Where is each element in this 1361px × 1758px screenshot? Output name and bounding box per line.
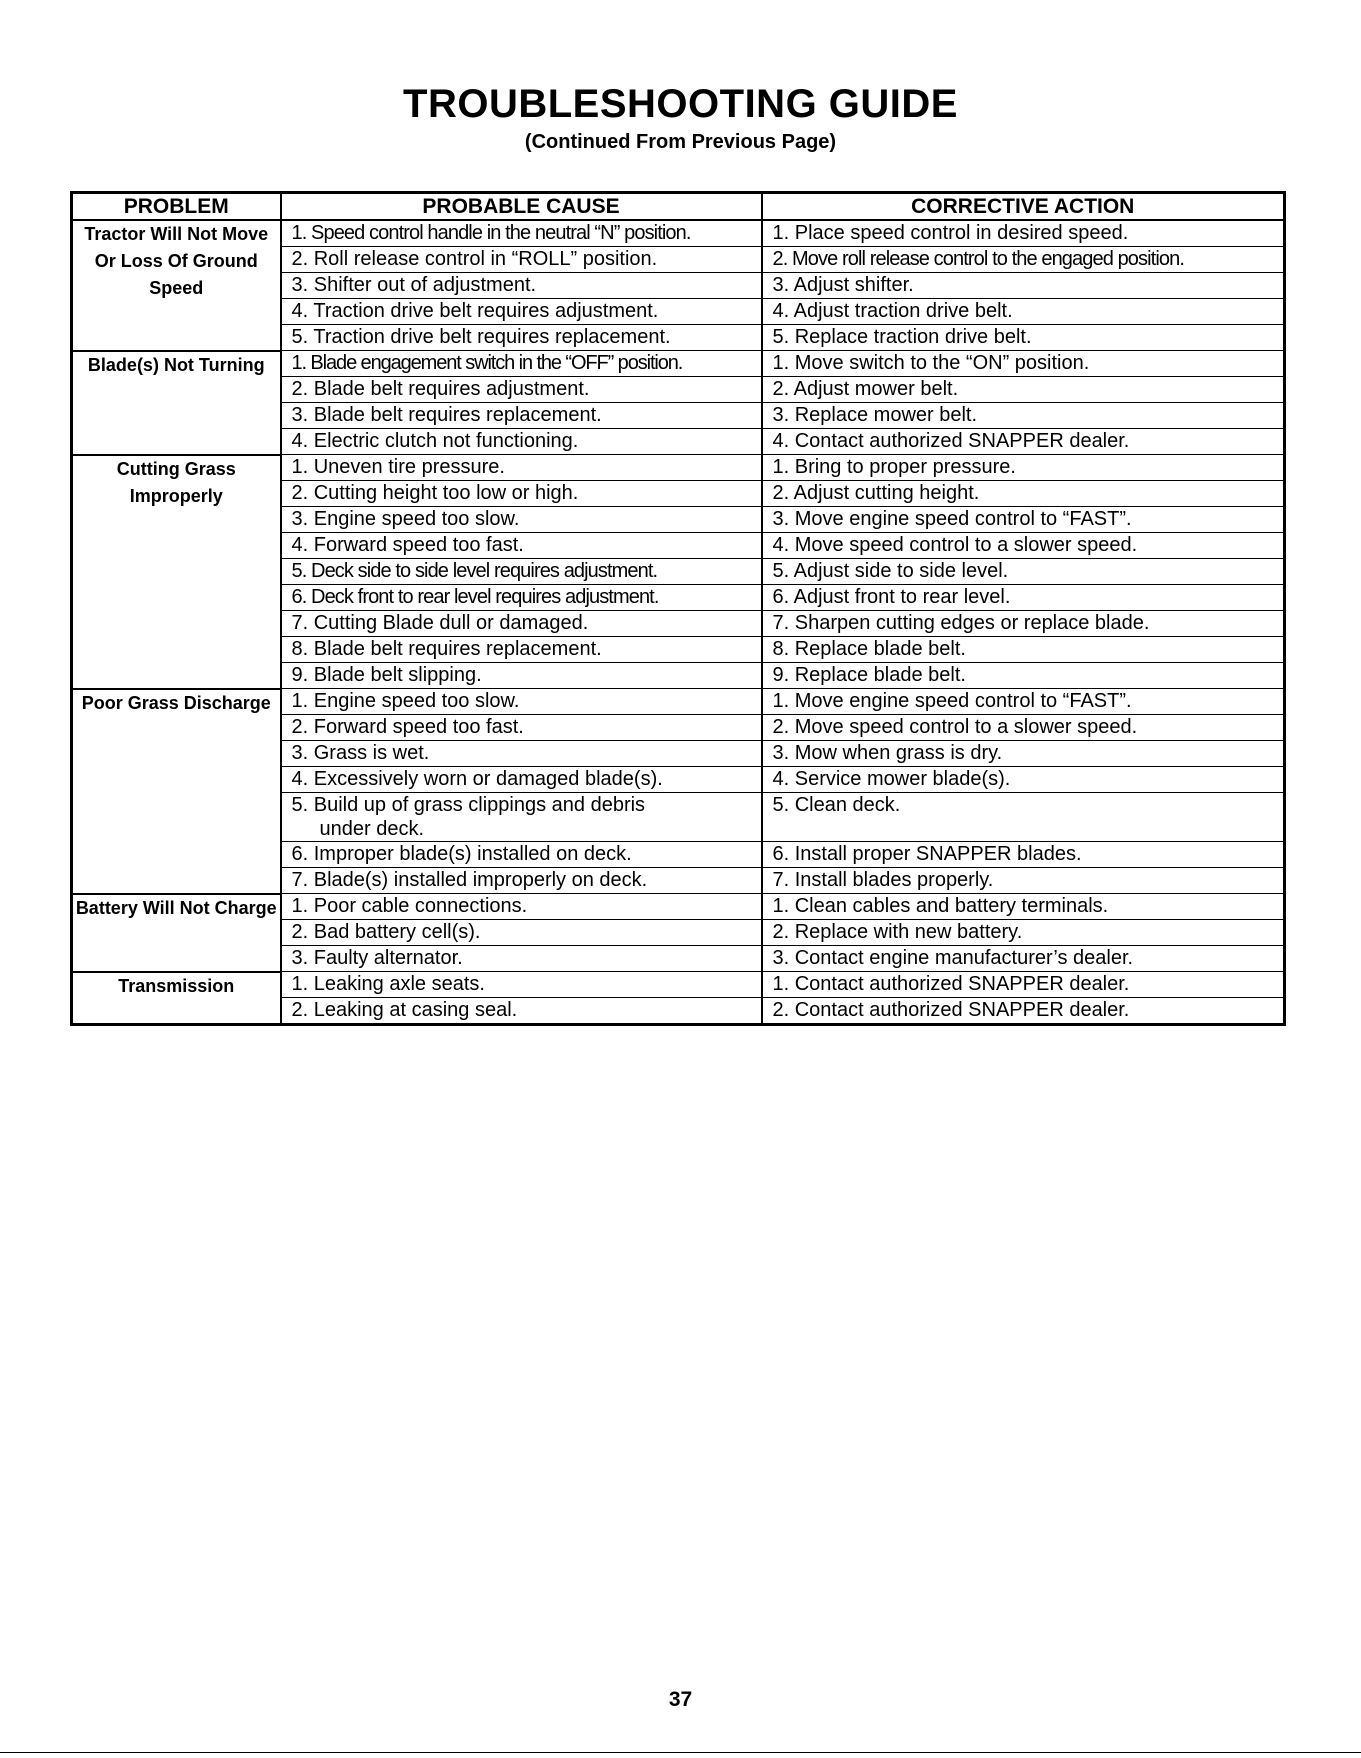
corrective-action-cell xyxy=(762,972,1285,998)
problem-cell: Battery Will Not Charge xyxy=(72,894,281,972)
probable-cause-cell xyxy=(281,920,762,946)
probable-cause-text: 1. Poor cable connections. xyxy=(291,895,528,917)
corrective-action-cell xyxy=(762,793,1285,842)
corrective-action-text: 6. Install proper SNAPPER blades. xyxy=(772,843,1082,865)
corrective-action-cell xyxy=(762,946,1285,972)
probable-cause-cell xyxy=(281,533,762,559)
probable-cause-text: 4. Electric clutch not functioning. xyxy=(291,430,579,452)
corrective-action-cell xyxy=(762,507,1285,533)
corrective-action-text: 1. Bring to proper pressure. xyxy=(772,456,1016,478)
table-row xyxy=(72,972,1285,998)
probable-cause-text: 4. Forward speed too fast. xyxy=(291,534,524,556)
probable-cause-cell xyxy=(281,868,762,894)
probable-cause-text: 2. Leaking at casing seal. xyxy=(291,999,518,1021)
corrective-action-text: 1. Place speed control in desired speed. xyxy=(772,222,1129,244)
corrective-action-text: 3. Adjust shifter. xyxy=(772,274,914,296)
probable-cause-cell xyxy=(281,247,762,273)
probable-cause-text: 2. Forward speed too fast. xyxy=(291,716,524,738)
corrective-action-cell xyxy=(762,868,1285,894)
corrective-action-text: 1. Move engine speed control to “FAST”. xyxy=(772,690,1132,712)
page-number: 37 xyxy=(668,1688,693,1711)
probable-cause-text: 1. Engine speed too slow. xyxy=(291,690,520,712)
corrective-action-text: 7. Sharpen cutting edges or replace blade. xyxy=(772,612,1150,634)
probable-cause-text: 2. Roll release control in “ROLL” position. xyxy=(291,248,658,270)
page-subtitle: (Continued From Previous Page) xyxy=(524,131,837,153)
corrective-action-text: 2. Move speed control to a slower speed. xyxy=(772,716,1138,738)
probable-cause-text: 4. Traction drive belt requires adjustment. xyxy=(291,300,659,322)
probable-cause-cell xyxy=(281,351,762,377)
probable-cause-text: 5. Traction drive belt requires replacement. xyxy=(291,326,671,348)
table-header-row xyxy=(72,193,1285,221)
probable-cause-text: 2. Cutting height too low or high. xyxy=(291,482,579,504)
corrective-action-text: 6. Adjust front to rear level. xyxy=(772,586,1011,608)
table-row xyxy=(72,894,1285,920)
corrective-action-cell xyxy=(762,715,1285,741)
probable-cause-text: 3. Faulty alternator. xyxy=(291,947,463,969)
probable-cause-text: 3. Shifter out of adjustment. xyxy=(291,274,537,296)
probable-cause-cell xyxy=(281,507,762,533)
corrective-action-text: 7. Install blades properly. xyxy=(772,869,994,891)
table-row xyxy=(72,351,1285,377)
probable-cause-cell xyxy=(281,220,762,247)
probable-cause-text: 2. Bad battery cell(s). xyxy=(291,921,481,943)
probable-cause-cell xyxy=(281,793,762,842)
corrective-action-text: 5. Clean deck. xyxy=(772,794,901,816)
corrective-action-text: 4. Contact authorized SNAPPER dealer. xyxy=(772,430,1130,452)
problem-cell: Transmission xyxy=(72,972,281,1025)
corrective-action-text: 2. Move roll release control to the engaged position. xyxy=(772,248,1184,270)
corrective-action-text: 2. Adjust mower belt. xyxy=(772,378,959,400)
corrective-action-cell xyxy=(762,894,1285,920)
probable-cause-cell xyxy=(281,637,762,663)
corrective-action-text: 1. Move switch to the “ON” position. xyxy=(772,352,1090,374)
probable-cause-cell xyxy=(281,689,762,715)
probable-cause-cell xyxy=(281,663,762,689)
probable-cause-cell xyxy=(281,998,762,1025)
probable-cause-cell xyxy=(281,429,762,455)
probable-cause-text: 7. Cutting Blade dull or damaged. xyxy=(291,612,589,634)
probable-cause-text: 1. Uneven tire pressure. xyxy=(291,456,505,478)
column-header-corrective-action: CORRECTIVE ACTION xyxy=(762,193,1285,221)
probable-cause-cell xyxy=(281,273,762,299)
probable-cause-text: 1. Speed control handle in the neutral “N” position. xyxy=(291,222,691,244)
corrective-action-text: 5. Adjust side to side level. xyxy=(772,560,1009,582)
probable-cause-text: 3. Engine speed too slow. xyxy=(291,508,520,530)
probable-cause-cell xyxy=(281,377,762,403)
probable-cause-text: 1. Leaking axle seats. xyxy=(291,973,485,995)
table-row xyxy=(72,455,1285,481)
probable-cause-cell xyxy=(281,946,762,972)
corrective-action-text: 3. Replace mower belt. xyxy=(772,404,978,426)
probable-cause-cell xyxy=(281,767,762,793)
corrective-action-text: 8. Replace blade belt. xyxy=(772,638,966,660)
probable-cause-text: 3. Blade belt requires replacement. xyxy=(291,404,602,426)
probable-cause-text: 6. Deck front to rear level requires adjustment. xyxy=(291,586,659,608)
corrective-action-cell xyxy=(762,998,1285,1025)
table-row xyxy=(72,689,1285,715)
corrective-action-text: 4. Service mower blade(s). xyxy=(772,768,1011,790)
corrective-action-cell xyxy=(762,325,1285,351)
corrective-action-cell xyxy=(762,842,1285,868)
probable-cause-cell xyxy=(281,585,762,611)
corrective-action-text: 4. Adjust traction drive belt. xyxy=(772,300,1013,322)
probable-cause-cell xyxy=(281,741,762,767)
page-title: TROUBLESHOOTING GUIDE xyxy=(403,82,958,126)
problem-cell: Tractor Will Not Move Or Loss Of Ground Speed xyxy=(72,220,281,351)
corrective-action-text: 2. Contact authorized SNAPPER dealer. xyxy=(772,999,1130,1021)
corrective-action-cell xyxy=(762,220,1285,247)
corrective-action-cell xyxy=(762,637,1285,663)
corrective-action-cell xyxy=(762,273,1285,299)
probable-cause-cell xyxy=(281,403,762,429)
probable-cause-continuation: under deck. xyxy=(319,818,425,840)
corrective-action-text: 4. Move speed control to a slower speed. xyxy=(772,534,1138,556)
probable-cause-text: 1. Blade engagement switch in the “OFF” position. xyxy=(291,352,683,374)
corrective-action-cell xyxy=(762,533,1285,559)
corrective-action-text: 5. Replace traction drive belt. xyxy=(772,326,1032,348)
corrective-action-cell xyxy=(762,247,1285,273)
probable-cause-text: 5. Build up of grass clippings and debris xyxy=(291,794,646,816)
footer-rule xyxy=(0,1752,1361,1753)
corrective-action-cell xyxy=(762,689,1285,715)
table-row xyxy=(72,220,1285,247)
corrective-action-cell xyxy=(762,377,1285,403)
probable-cause-text: 2. Blade belt requires adjustment. xyxy=(291,378,590,400)
probable-cause-text: 5. Deck side to side level requires adjustment. xyxy=(291,560,658,582)
probable-cause-cell xyxy=(281,455,762,481)
probable-cause-text: 4. Excessively worn or damaged blade(s). xyxy=(291,768,663,790)
corrective-action-text: 3. Contact engine manufacturer’s dealer. xyxy=(772,947,1134,969)
probable-cause-cell xyxy=(281,894,762,920)
corrective-action-cell xyxy=(762,559,1285,585)
corrective-action-text: 1. Clean cables and battery terminals. xyxy=(772,895,1109,917)
corrective-action-cell xyxy=(762,767,1285,793)
problem-cell: Cutting Grass Improperly xyxy=(72,455,281,689)
corrective-action-text: 3. Mow when grass is dry. xyxy=(772,742,1003,764)
troubleshooting-table xyxy=(70,191,1286,1026)
corrective-action-cell xyxy=(762,611,1285,637)
corrective-action-cell xyxy=(762,741,1285,767)
probable-cause-text: 7. Blade(s) installed improperly on deck. xyxy=(291,869,648,891)
probable-cause-cell xyxy=(281,611,762,637)
corrective-action-cell xyxy=(762,351,1285,377)
corrective-action-cell xyxy=(762,299,1285,325)
probable-cause-text: 3. Grass is wet. xyxy=(291,742,430,764)
problem-cell: Poor Grass Discharge xyxy=(72,689,281,894)
probable-cause-text: 6. Improper blade(s) installed on deck. xyxy=(291,843,632,865)
probable-cause-cell xyxy=(281,559,762,585)
corrective-action-cell xyxy=(762,481,1285,507)
column-header-problem: PROBLEM xyxy=(72,193,281,221)
corrective-action-text: 1. Contact authorized SNAPPER dealer. xyxy=(772,973,1130,995)
table-body xyxy=(72,220,1285,1025)
probable-cause-cell xyxy=(281,715,762,741)
corrective-action-text: 3. Move engine speed control to “FAST”. xyxy=(772,508,1132,530)
probable-cause-cell xyxy=(281,842,762,868)
probable-cause-cell xyxy=(281,481,762,507)
probable-cause-text: 8. Blade belt requires replacement. xyxy=(291,638,602,660)
probable-cause-cell xyxy=(281,972,762,998)
corrective-action-text: 9. Replace blade belt. xyxy=(772,664,966,686)
problem-cell: Blade(s) Not Turning xyxy=(72,351,281,455)
corrective-action-cell xyxy=(762,403,1285,429)
corrective-action-text: 2. Adjust cutting height. xyxy=(772,482,980,504)
corrective-action-cell xyxy=(762,429,1285,455)
corrective-action-cell xyxy=(762,920,1285,946)
probable-cause-cell xyxy=(281,325,762,351)
probable-cause-text: 9. Blade belt slipping. xyxy=(291,664,482,686)
corrective-action-text: 2. Replace with new battery. xyxy=(772,921,1023,943)
probable-cause-cell xyxy=(281,299,762,325)
corrective-action-cell xyxy=(762,663,1285,689)
corrective-action-cell xyxy=(762,585,1285,611)
corrective-action-cell xyxy=(762,455,1285,481)
column-header-probable-cause: PROBABLE CAUSE xyxy=(281,193,762,221)
